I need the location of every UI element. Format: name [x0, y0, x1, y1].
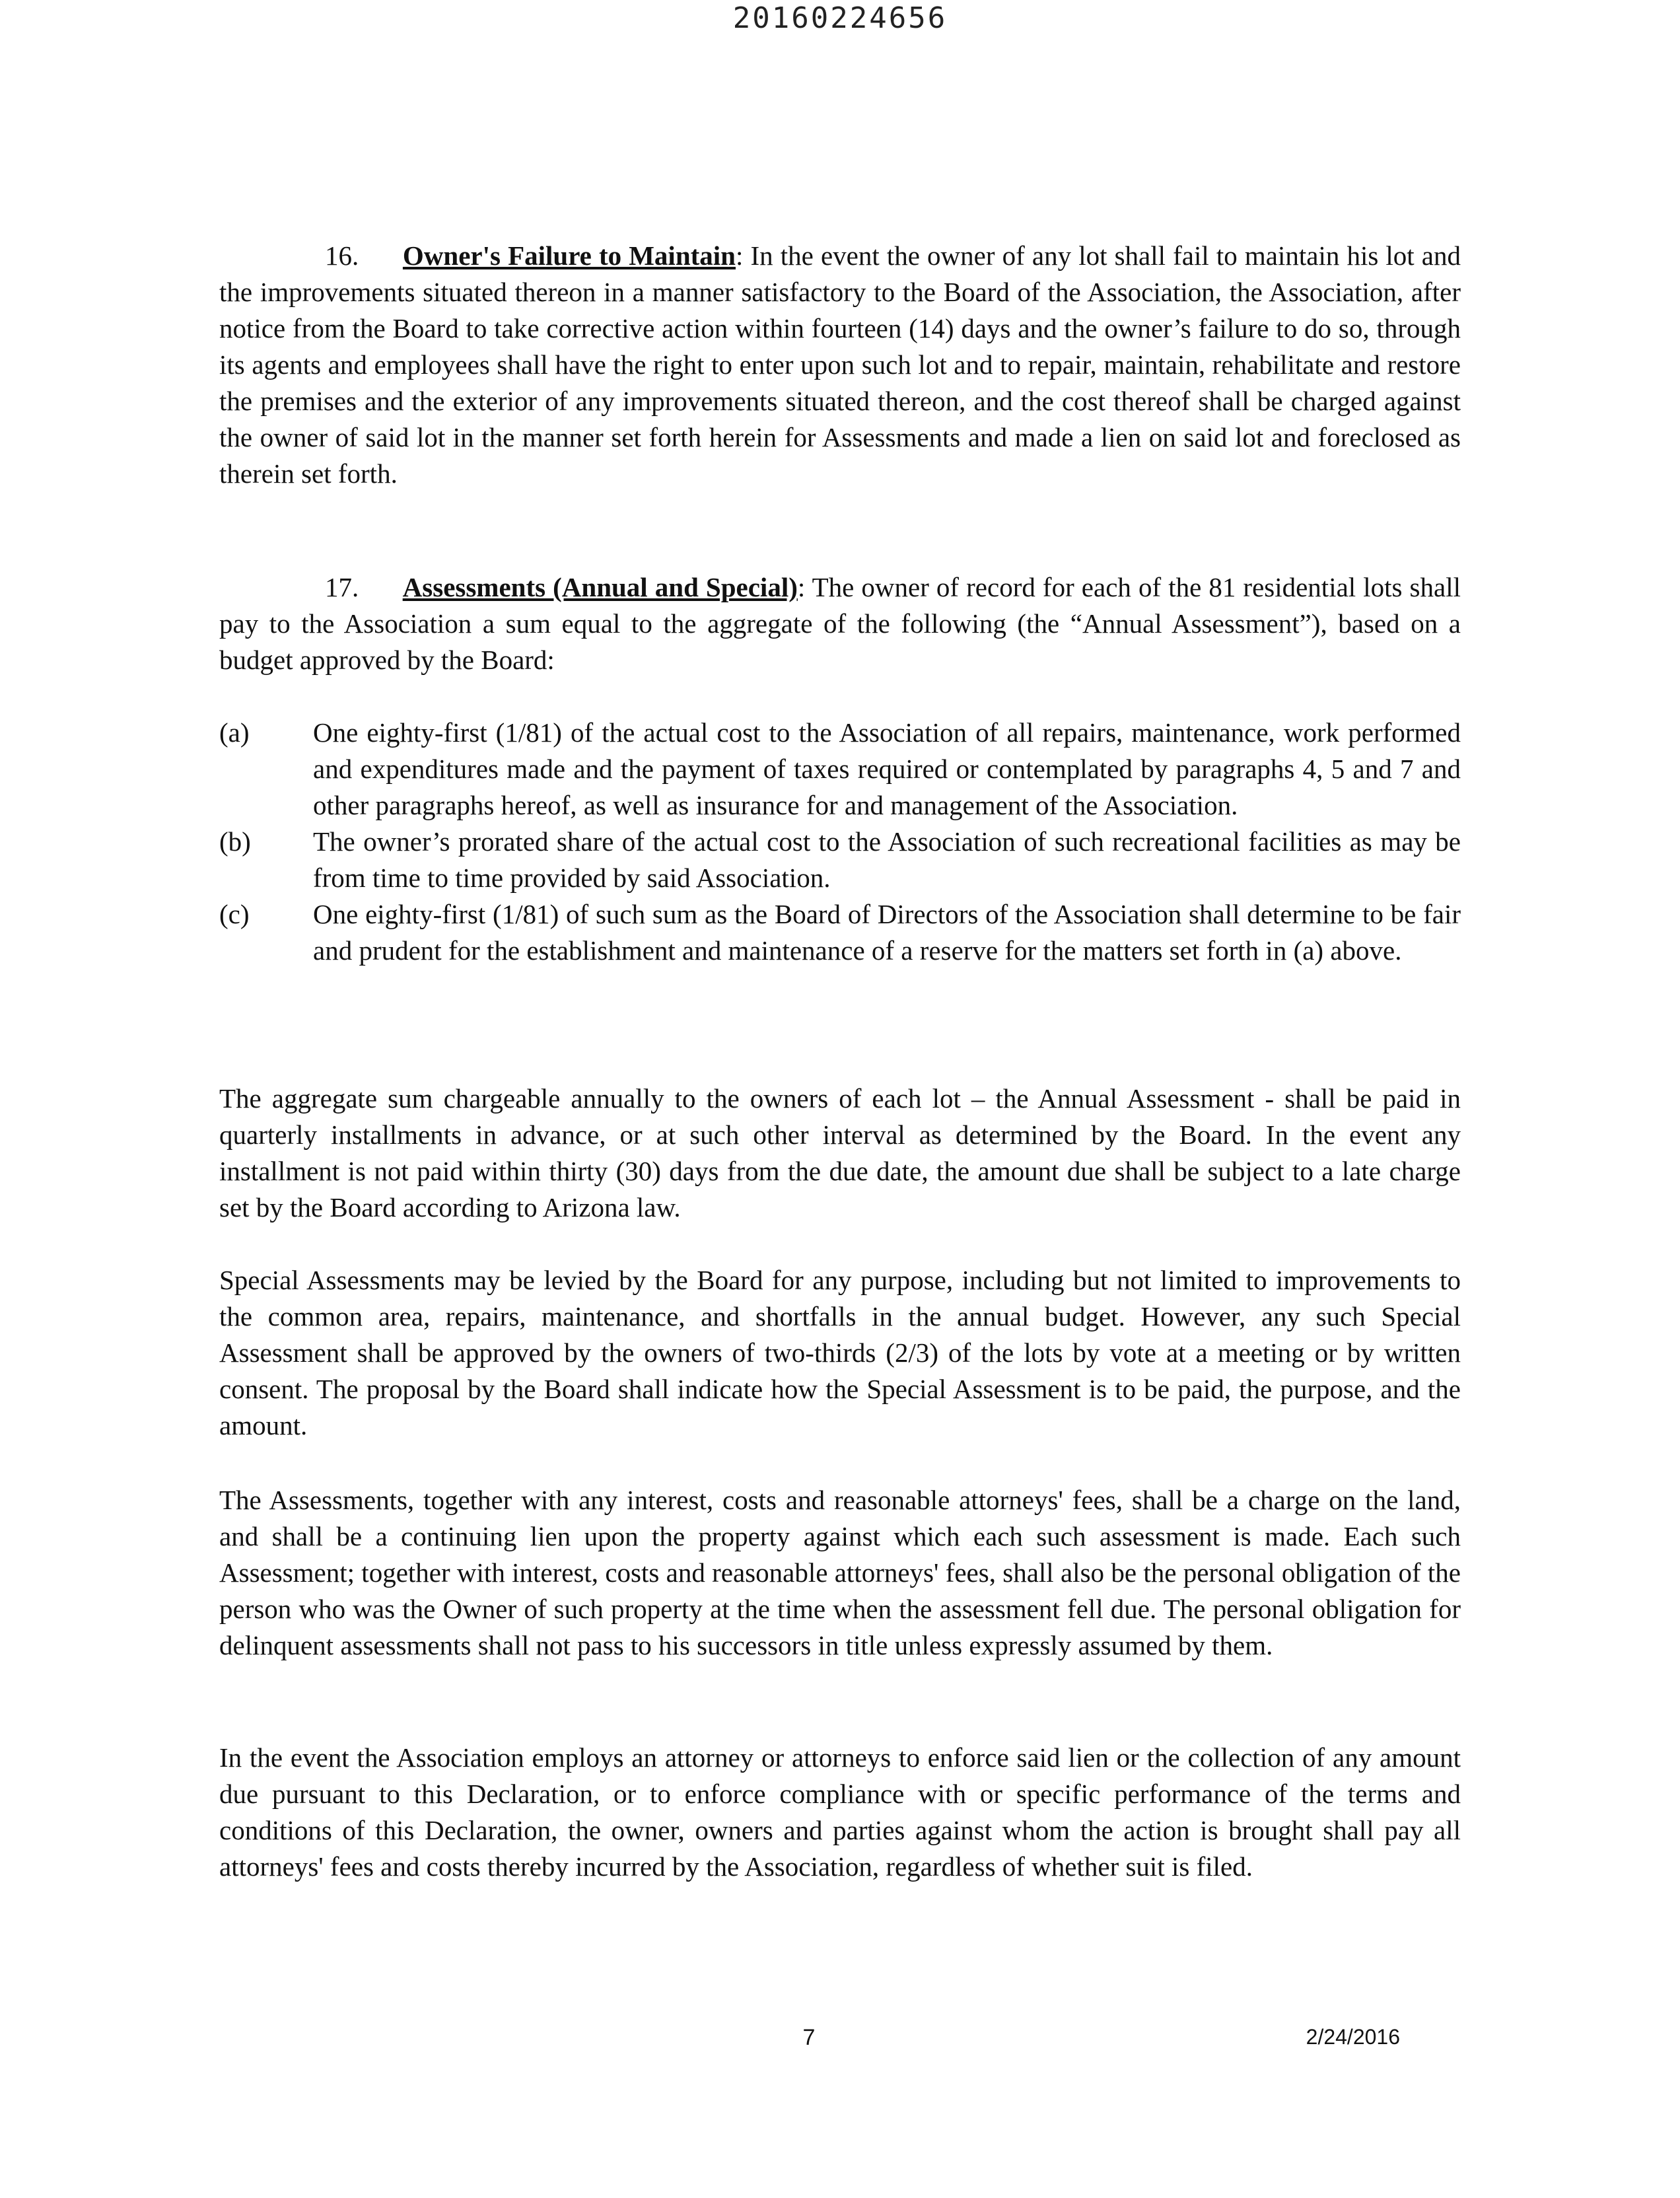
- section-16-text: : In the event the owner of any lot shall fail to maintain his lot and the improvements situated thereon in a manner satisfactory to the Board of the Association, the Association, after notice from the Board to take corrective action within fourteen (14) days and the owner’s failure to do so, through its agents and employees shall have the right to enter upon such lot and to repair, maintain, rehabilitate and restore the premises and the exterior of any improvements situated thereon, and the cost thereof shall be charged against the owner of said lot in the manner set forth herein for Assessments and made a lien on said lot and foreclosed as therein set forth.: [219, 240, 1461, 489]
- list-item: [219, 824, 1461, 896]
- section-16-paragraph: [219, 238, 1461, 492]
- section-17: [219, 569, 1461, 678]
- list-item-text: The owner’s prorated share of the actual cost to the Association of such recreational facilities as may be from time to time provided by said Association.: [313, 826, 1461, 893]
- footer-date: 2/24/2016: [1306, 2025, 1400, 2049]
- list-item: [219, 715, 1461, 824]
- list-item-text: One eighty-first (1/81) of such sum as the Board of Directors of the Association shall determine to be fair and prudent for the establishment and maintenance of a reserve for the matters set forth in (a) above.: [313, 899, 1461, 966]
- section-17-number: 17.: [325, 572, 359, 602]
- list-item-marker: (b): [219, 826, 251, 857]
- assessment-components-list: [219, 715, 1461, 969]
- list-item-marker: (a): [219, 717, 250, 748]
- section-16: [219, 238, 1461, 492]
- section-17-paragraph: [219, 569, 1461, 678]
- annual-assessment-paragraph: [219, 1081, 1461, 1226]
- document-number: 20160224656: [732, 1, 948, 35]
- lien-text: The Assessments, together with any interest, costs and reasonable attorneys' fees, shall be a charge on the land, and shall be a continuing lien upon the property against which each such assessment is made. Each such Assessment; together with interest, costs and reasonable attorneys' fees, shall also be the personal obligation of the person who was the Owner of such property at the time when the assessment fell due. The personal obligation for delinquent assessments shall not pass to his successors in title unless expressly assumed by them.: [219, 1485, 1461, 1660]
- list-item-text: One eighty-first (1/81) of the actual cost to the Association of all repairs, maintenance, work performed and expenditures made and the payment of taxes required or contemplated by paragraphs 4, 5 and 7 and other paragraphs hereof, as well as insurance for and management of the Association.: [313, 717, 1461, 820]
- page-number: 7: [802, 2025, 816, 2050]
- annual-assessment-text: The aggregate sum chargeable annually to the owners of each lot – the Annual Assessment - shall be paid in quarterly installments in advance, or at such other interval as determined by the Board. In the event any installment is not paid within thirty (30) days from the due date, the amount due shall be subject to a late charge set by the Board according to Arizona law.: [219, 1083, 1461, 1223]
- list-item: [219, 896, 1461, 969]
- special-assessment-paragraph: [219, 1262, 1461, 1444]
- lien-paragraph: [219, 1482, 1461, 1664]
- section-16-heading: Owner's Failure to Maintain: [402, 240, 736, 271]
- special-assessment-text: Special Assessments may be levied by the Board for any purpose, including but not limited to improvements to the common area, repairs, maintenance, and shortfalls in the annual budget. However, any such Special Assessment shall be approved by the owners of two-thirds (2/3) of the lots by vote at a meeting or by written consent. The proposal by the Board shall indicate how the Special Assessment is to be paid, the purpose, and the amount.: [219, 1265, 1461, 1440]
- section-17-heading: Assessments (Annual and Special): [402, 572, 798, 602]
- attorney-fees-text: In the event the Association employs an attorney or attorneys to enforce said lien or the collection of any amount due pursuant to this Declaration, or to enforce compliance with or specific performance of the terms and conditions of this Declaration, the owner, owners and parties against whom the action is brought shall pay all attorneys' fees and costs thereby incurred by the Association, regardless of whether suit is filed.: [219, 1742, 1461, 1882]
- list-item-marker: (c): [219, 899, 250, 929]
- section-17-text: : The owner of record for each of the 81 residential lots shall pay to the Association a sum equal to the aggregate of the following (the “Annual Assessment”), based on a budget approved by the Board:: [219, 572, 1461, 675]
- section-16-number: 16.: [325, 240, 359, 271]
- attorney-fees-paragraph: [219, 1740, 1461, 1885]
